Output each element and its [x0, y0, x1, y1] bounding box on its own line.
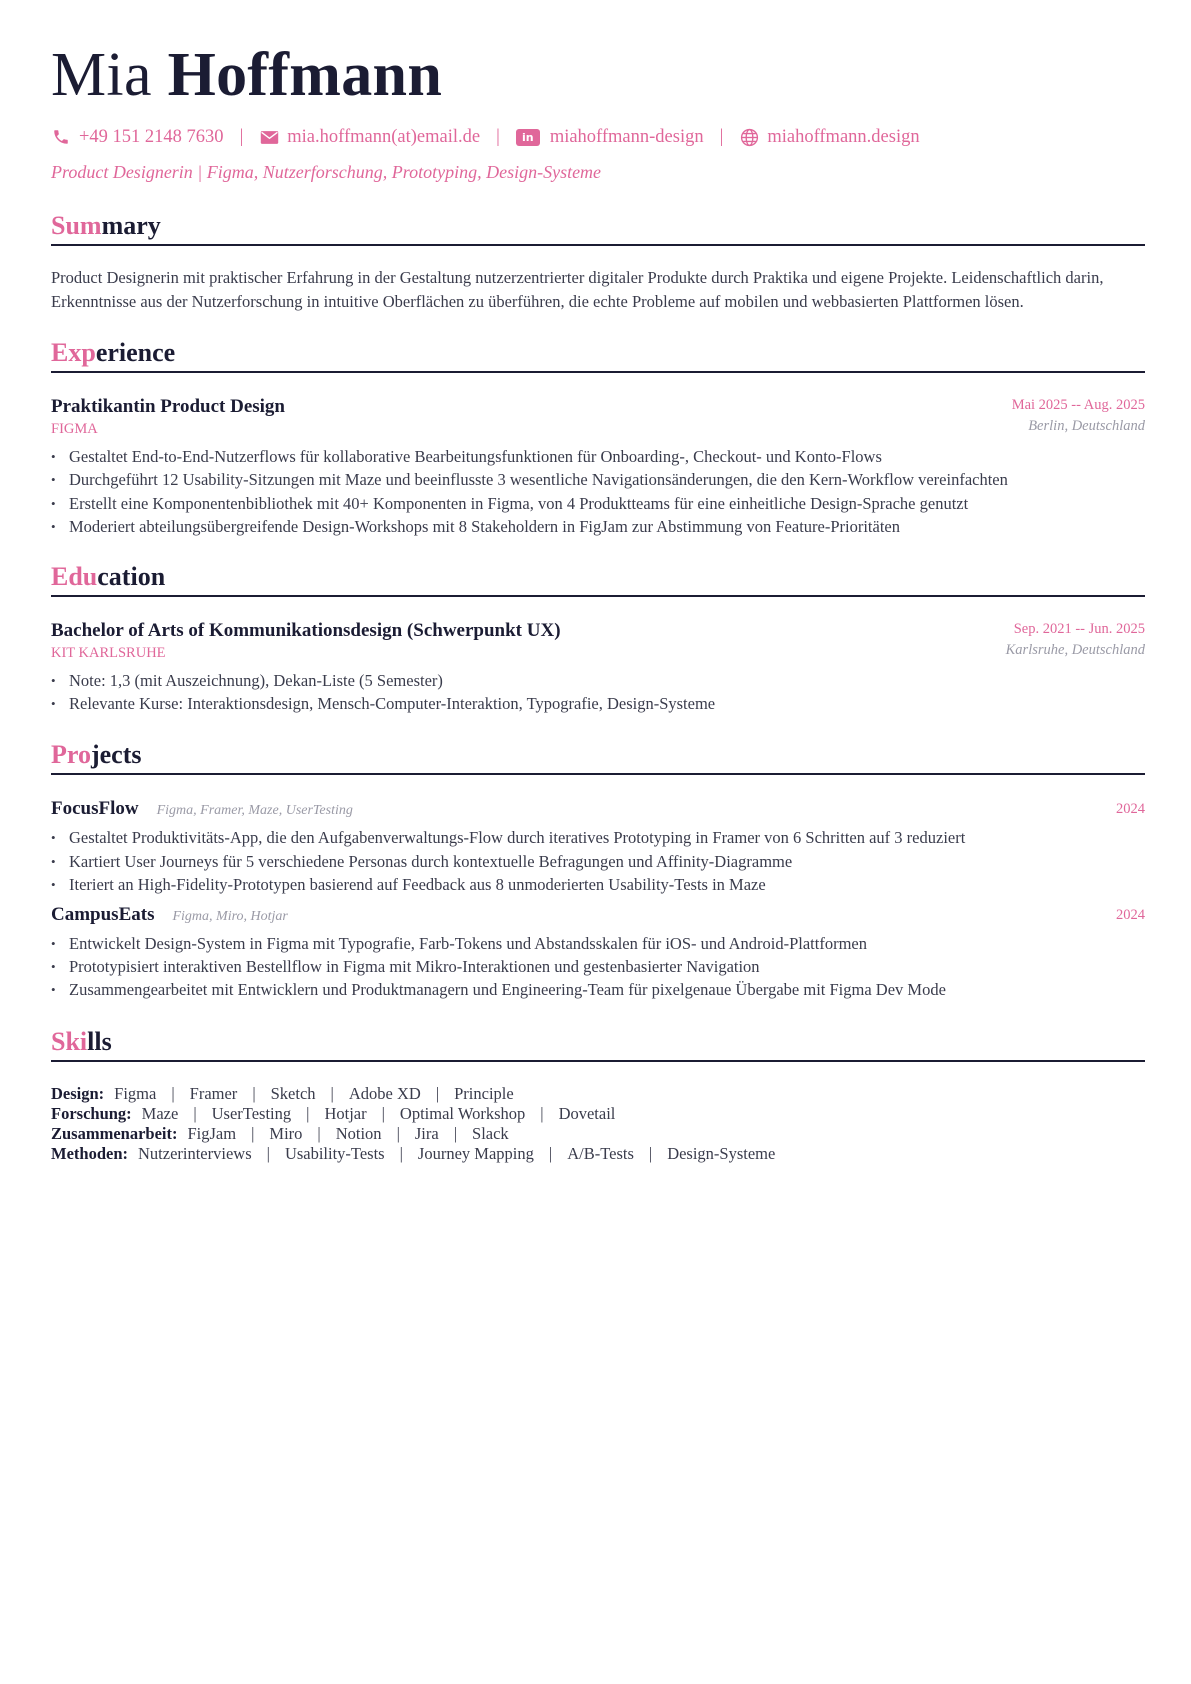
project-name: CampusEats — [51, 903, 155, 925]
experience-entry — [51, 395, 1145, 539]
heading-accent: Edu — [51, 561, 98, 591]
last-name: Hoffmann — [167, 41, 443, 109]
projects-section — [51, 739, 1145, 1001]
skill-separator: | — [648, 1143, 653, 1163]
skill-item: Notion — [335, 1123, 382, 1143]
education-dates: Sep. 2021 -- Jun. 2025 — [1013, 620, 1145, 637]
education-section — [51, 561, 1145, 716]
job-dates: Mai 2025 -- Aug. 2025 — [1011, 397, 1145, 413]
contact-email[interactable] — [259, 127, 480, 148]
skill-category: Forschung: — [51, 1103, 132, 1123]
project-bullets — [51, 826, 1145, 896]
list-item: • Gestaltet Produktivitäts-App, die den Aufgabenverwaltungs-Flow durch iteratives Prototyping in Framer von 6 Schritten auf 3 reduziert — [51, 826, 1145, 849]
heading-accent: Pro — [51, 740, 91, 770]
skill-separator: | — [381, 1103, 385, 1123]
skill-item: Dovetail — [558, 1103, 616, 1123]
job-location: Berlin, Deutschland — [1028, 418, 1145, 434]
company-name: FIGMA — [51, 421, 98, 437]
skill-item: Adobe XD — [348, 1083, 421, 1103]
skill-item: Framer — [189, 1083, 238, 1103]
skill-item: UserTesting — [211, 1103, 292, 1123]
project-entry — [51, 903, 1145, 1002]
skill-row-design — [51, 1084, 1145, 1104]
summary-heading — [51, 210, 1145, 246]
skill-separator: | — [435, 1083, 440, 1103]
contact-separator: | — [496, 126, 500, 147]
skill-row-forschung — [51, 1104, 1145, 1124]
skills-heading — [51, 1026, 1145, 1062]
skill-item: Design-Systeme — [667, 1143, 776, 1163]
skill-separator: | — [193, 1103, 197, 1123]
project-year: 2024 — [1116, 801, 1145, 818]
skill-item: Journey Mapping — [417, 1143, 534, 1163]
list-item: • Entwickelt Design-System in Figma mit Typografie, Farb-Tokens und Abstandsskalen für iOS- und Android-Plattformen — [51, 932, 1145, 955]
skill-item: Optimal Workshop — [399, 1103, 526, 1123]
skill-item: Nutzerinterviews — [138, 1143, 252, 1163]
contact-linkedin[interactable] — [516, 127, 704, 148]
phone-text: +49 151 2148 7630 — [79, 126, 224, 147]
skill-separator: | — [330, 1083, 334, 1103]
list-item: • Relevante Kurse: Interaktionsdesign, Mensch-Computer-Interaktion, Typografie, Design-Systeme — [51, 692, 1145, 715]
skill-item: Usability-Tests — [284, 1143, 385, 1163]
skill-item: Principle — [454, 1083, 514, 1103]
project-header — [51, 903, 1145, 929]
contact-website[interactable] — [739, 127, 919, 148]
heading-rest: erience — [95, 338, 176, 367]
experience-section — [51, 337, 1145, 539]
tagline: Product Designerin | Figma, Nutzerforschung, Prototyping, Design-Systeme — [51, 162, 602, 182]
education-heading — [51, 561, 1145, 597]
list-item: • Iteriert an High-Fidelity-Prototypen basierend auf Feedback aus 8 unmoderierten Usability-Tests in Maze — [51, 873, 1145, 896]
skill-separator: | — [453, 1123, 458, 1143]
phone-icon — [51, 127, 71, 147]
school-name: KIT KARLSRUHE — [51, 644, 166, 661]
skill-separator: | — [540, 1103, 544, 1123]
skill-separator: | — [266, 1143, 270, 1163]
list-item: • Kartiert User Journeys für 5 verschiedene Personas durch kontextuelle Befragungen und Affinity-Diagramme — [51, 850, 1145, 873]
summary-section — [51, 210, 1145, 313]
skill-category: Design: — [51, 1083, 105, 1103]
projects-heading — [51, 739, 1145, 775]
skill-separator: | — [548, 1143, 553, 1163]
skill-row-methoden — [51, 1144, 1145, 1164]
website-text: miahoffmann.design — [767, 126, 920, 147]
contact-separator: | — [719, 126, 724, 147]
skill-category: Zusammenarbeit: — [51, 1123, 178, 1143]
skill-separator: | — [306, 1103, 310, 1123]
contact-phone[interactable] — [51, 127, 224, 148]
degree-title: Bachelor of Arts of Kommunikationsdesign (Schwerpunkt UX) — [51, 619, 561, 641]
skills-list — [51, 1084, 1145, 1164]
heading-rest: jects — [90, 740, 142, 770]
skill-separator: | — [396, 1123, 400, 1143]
resume-page — [51, 36, 1145, 1164]
skills-section — [51, 1026, 1145, 1164]
contact-bar — [51, 124, 1145, 150]
list-item: • Erstellt eine Komponentenbibliothek mit 40+ Komponenten in Figma, von 4 Produktteams für eine einheitliche Design-Sprache genutzt — [51, 492, 1145, 515]
list-item: • Prototypisiert interaktiven Bestellflow in Figma mit Mikro-Interaktionen und gestenbasierter Navigation — [51, 955, 1145, 978]
heading-rest: mary — [101, 211, 161, 240]
project-entry — [51, 797, 1145, 896]
contact-separator: | — [239, 126, 244, 147]
skill-category: Methoden: — [51, 1143, 128, 1163]
list-item: • Gestaltet End-to-End-Nutzerflows für kollaborative Bearbeitungsfunktionen für Onboarding-, Checkout- und Konto-Flows — [51, 445, 1145, 468]
project-year: 2024 — [1116, 906, 1145, 923]
heading-rest: lls — [87, 1026, 112, 1056]
education-bullets — [51, 669, 1145, 716]
heading-accent: Sum — [51, 211, 102, 240]
heading-rest: cation — [97, 561, 166, 591]
education-location: Karlsruhe, Deutschland — [1005, 641, 1145, 658]
project-header — [51, 797, 1145, 823]
experience-heading — [51, 337, 1145, 373]
skill-separator: | — [399, 1143, 403, 1163]
skill-item: FigJam — [187, 1123, 237, 1143]
project-bullets — [51, 932, 1145, 1002]
candidate-name — [51, 36, 1145, 114]
skill-item: Sketch — [270, 1083, 316, 1103]
skill-item: Maze — [141, 1103, 179, 1123]
skill-separator: | — [317, 1123, 321, 1143]
globe-icon — [739, 127, 759, 147]
skill-row-zusammenarbeit — [51, 1124, 1145, 1144]
heading-accent: Exp — [51, 338, 96, 367]
skill-item: A/B-Tests — [567, 1143, 634, 1163]
project-tech: Figma, Miro, Hotjar — [172, 908, 288, 924]
heading-accent: Ski — [51, 1026, 88, 1056]
skill-separator: | — [251, 1123, 255, 1143]
job-bullets — [51, 445, 1145, 539]
skill-item: Jira — [414, 1123, 439, 1143]
list-item: • Note: 1,3 (mit Auszeichnung), Dekan-Liste (5 Semester) — [51, 669, 1145, 692]
project-tech: Figma, Framer, Maze, UserTesting — [156, 803, 353, 819]
list-item: • Zusammengearbeitet mit Entwicklern und Produktmanagern und Engineering-Team für pixelgenaue Übergabe mit Figma Dev Mode — [51, 978, 1145, 1001]
skill-item: Slack — [472, 1123, 509, 1143]
list-item: • Durchgeführt 12 Usability-Sitzungen mit Maze und beeinflusste 3 wesentliche Navigationsänderungen, die den Kern-Workflow vereinfachten — [51, 468, 1145, 491]
skill-separator: | — [252, 1083, 256, 1103]
job-title: Praktikantin Product Design — [51, 396, 286, 417]
skill-item: Miro — [269, 1123, 303, 1143]
skill-separator: | — [171, 1083, 175, 1103]
envelope-icon — [259, 127, 279, 147]
skill-item: Figma — [114, 1083, 157, 1103]
summary-text: Product Designerin mit praktischer Erfahrung in der Gestaltung nutzerzentrierter digitaler Produkte durch Praktika und eigene Projekte. Leidenschaftlich darin, Erkenntnisse aus der Nutzerforschung in intuitive Oberflächen zu überführen, die echte Probleme auf mobilen und webbasierten Plattformen lösen. — [51, 268, 1104, 311]
list-item: • Moderiert abteilungsübergreifende Design-Workshops mit 8 Stakeholdern in FigJam zur Abstimmung von Feature-Prioritäten — [51, 515, 1145, 538]
linkedin-text: miahoffmann-design — [549, 126, 704, 147]
linkedin-icon: in — [516, 129, 540, 146]
skill-item: Hotjar — [324, 1103, 367, 1123]
first-name: Mia — [51, 41, 152, 109]
email-text: mia.hoffmann(at)email.de — [287, 126, 481, 147]
project-name: FocusFlow — [51, 798, 139, 820]
education-entry — [51, 619, 1145, 716]
